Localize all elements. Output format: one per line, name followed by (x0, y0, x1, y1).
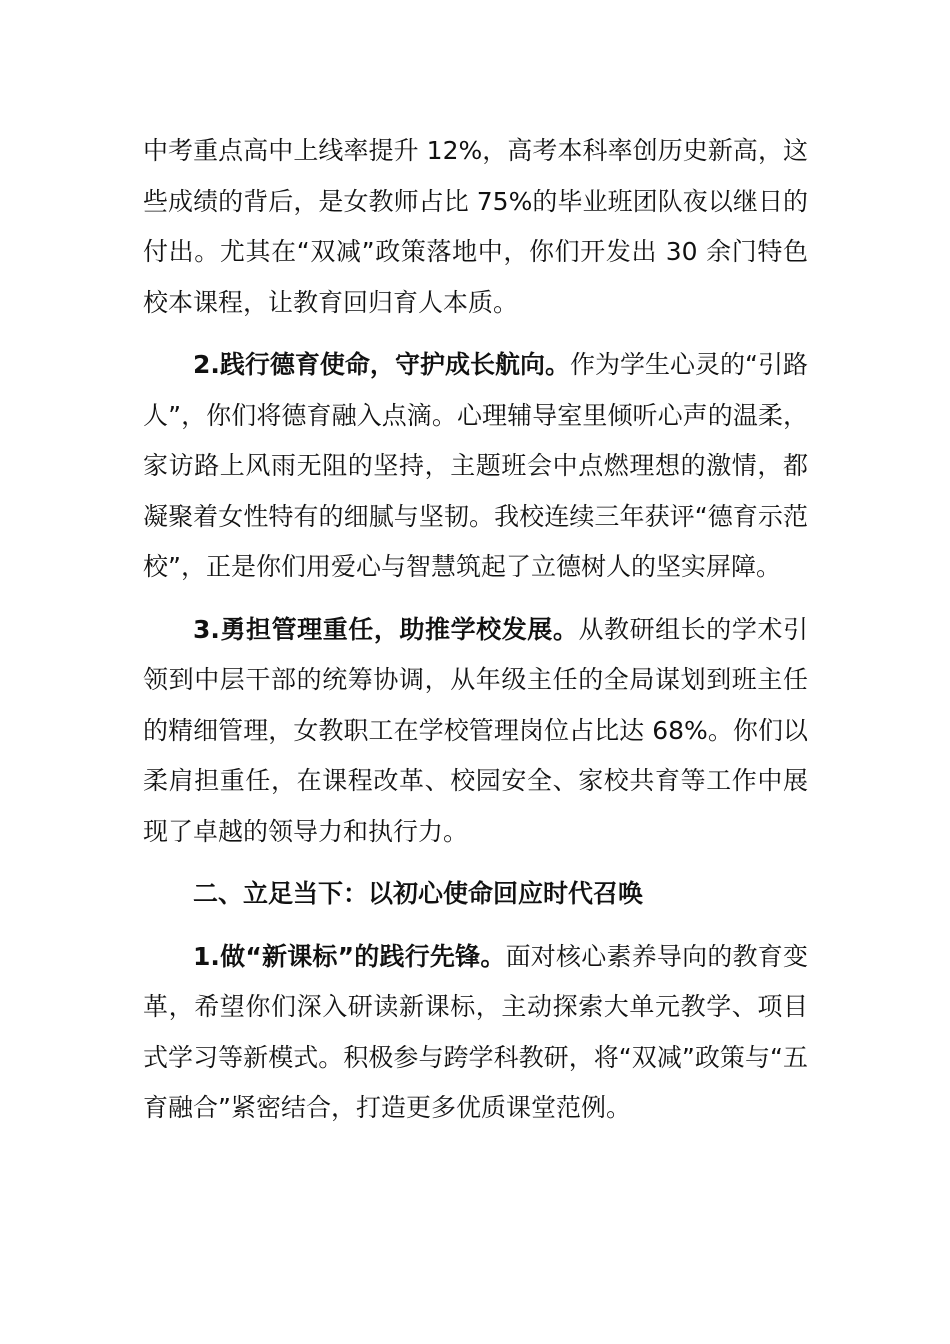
paragraph-moral-education (143, 340, 808, 593)
paragraph-heading: 3.勇担管理重任，助推学校发展。 (193, 614, 579, 644)
document-body (143, 126, 808, 1134)
section-heading-text: 二、立足当下：以初心使命回应时代召唤 (193, 879, 644, 908)
paragraph-heading: 1.做“新课标”的践行先锋。 (193, 941, 506, 971)
paragraph-continuation (143, 126, 808, 328)
paragraph-text: 从教研组长的学术引领到中层干部的统筹协调，从年级主任的全局谋划到班主任的精细管理，女教职工在学校管理岗位占比达 68%。你们以柔肩担重任，在课程改革、校园安全、家校共育等工作中展现了卓越的领导力和执行力。 (143, 614, 808, 846)
paragraph-management (143, 605, 808, 858)
paragraph-heading: 2.践行德育使命，守护成长航向。 (193, 350, 570, 379)
paragraph-text: 面对核心素养导向的教育变革，希望你们深入研读新课标，主动探索大单元教学、项目式学习等新模式。积极参与跨学科教研，将“双减”政策与“五育融合”紧密结合，打造更多优质课堂范例。 (143, 941, 808, 1122)
section-heading (143, 869, 808, 920)
paragraph-text: 作为学生心灵的“引路人”，你们将德育融入点滴。心理辅导室里倾听心声的温柔，家访路上风雨无阻的坚持，主题班会中点燃理想的激情，都凝聚着女性特有的细腻与坚韧。我校连续三年获评“德育示范校”，正是你们用爱心与智慧筑起了立德树人的坚实屏障。 (143, 350, 808, 581)
paragraph-new-curriculum (143, 932, 808, 1134)
paragraph-text: 中考重点高中上线率提升 12%，高考本科率创历史新高，这些成绩的背后，是女教师占比 75%的毕业班团队夜以继日的付出。尤其在“双减”政策落地中，你们开发出 30 余门特色校本课程，让教育回归育人本质。 (143, 136, 808, 317)
